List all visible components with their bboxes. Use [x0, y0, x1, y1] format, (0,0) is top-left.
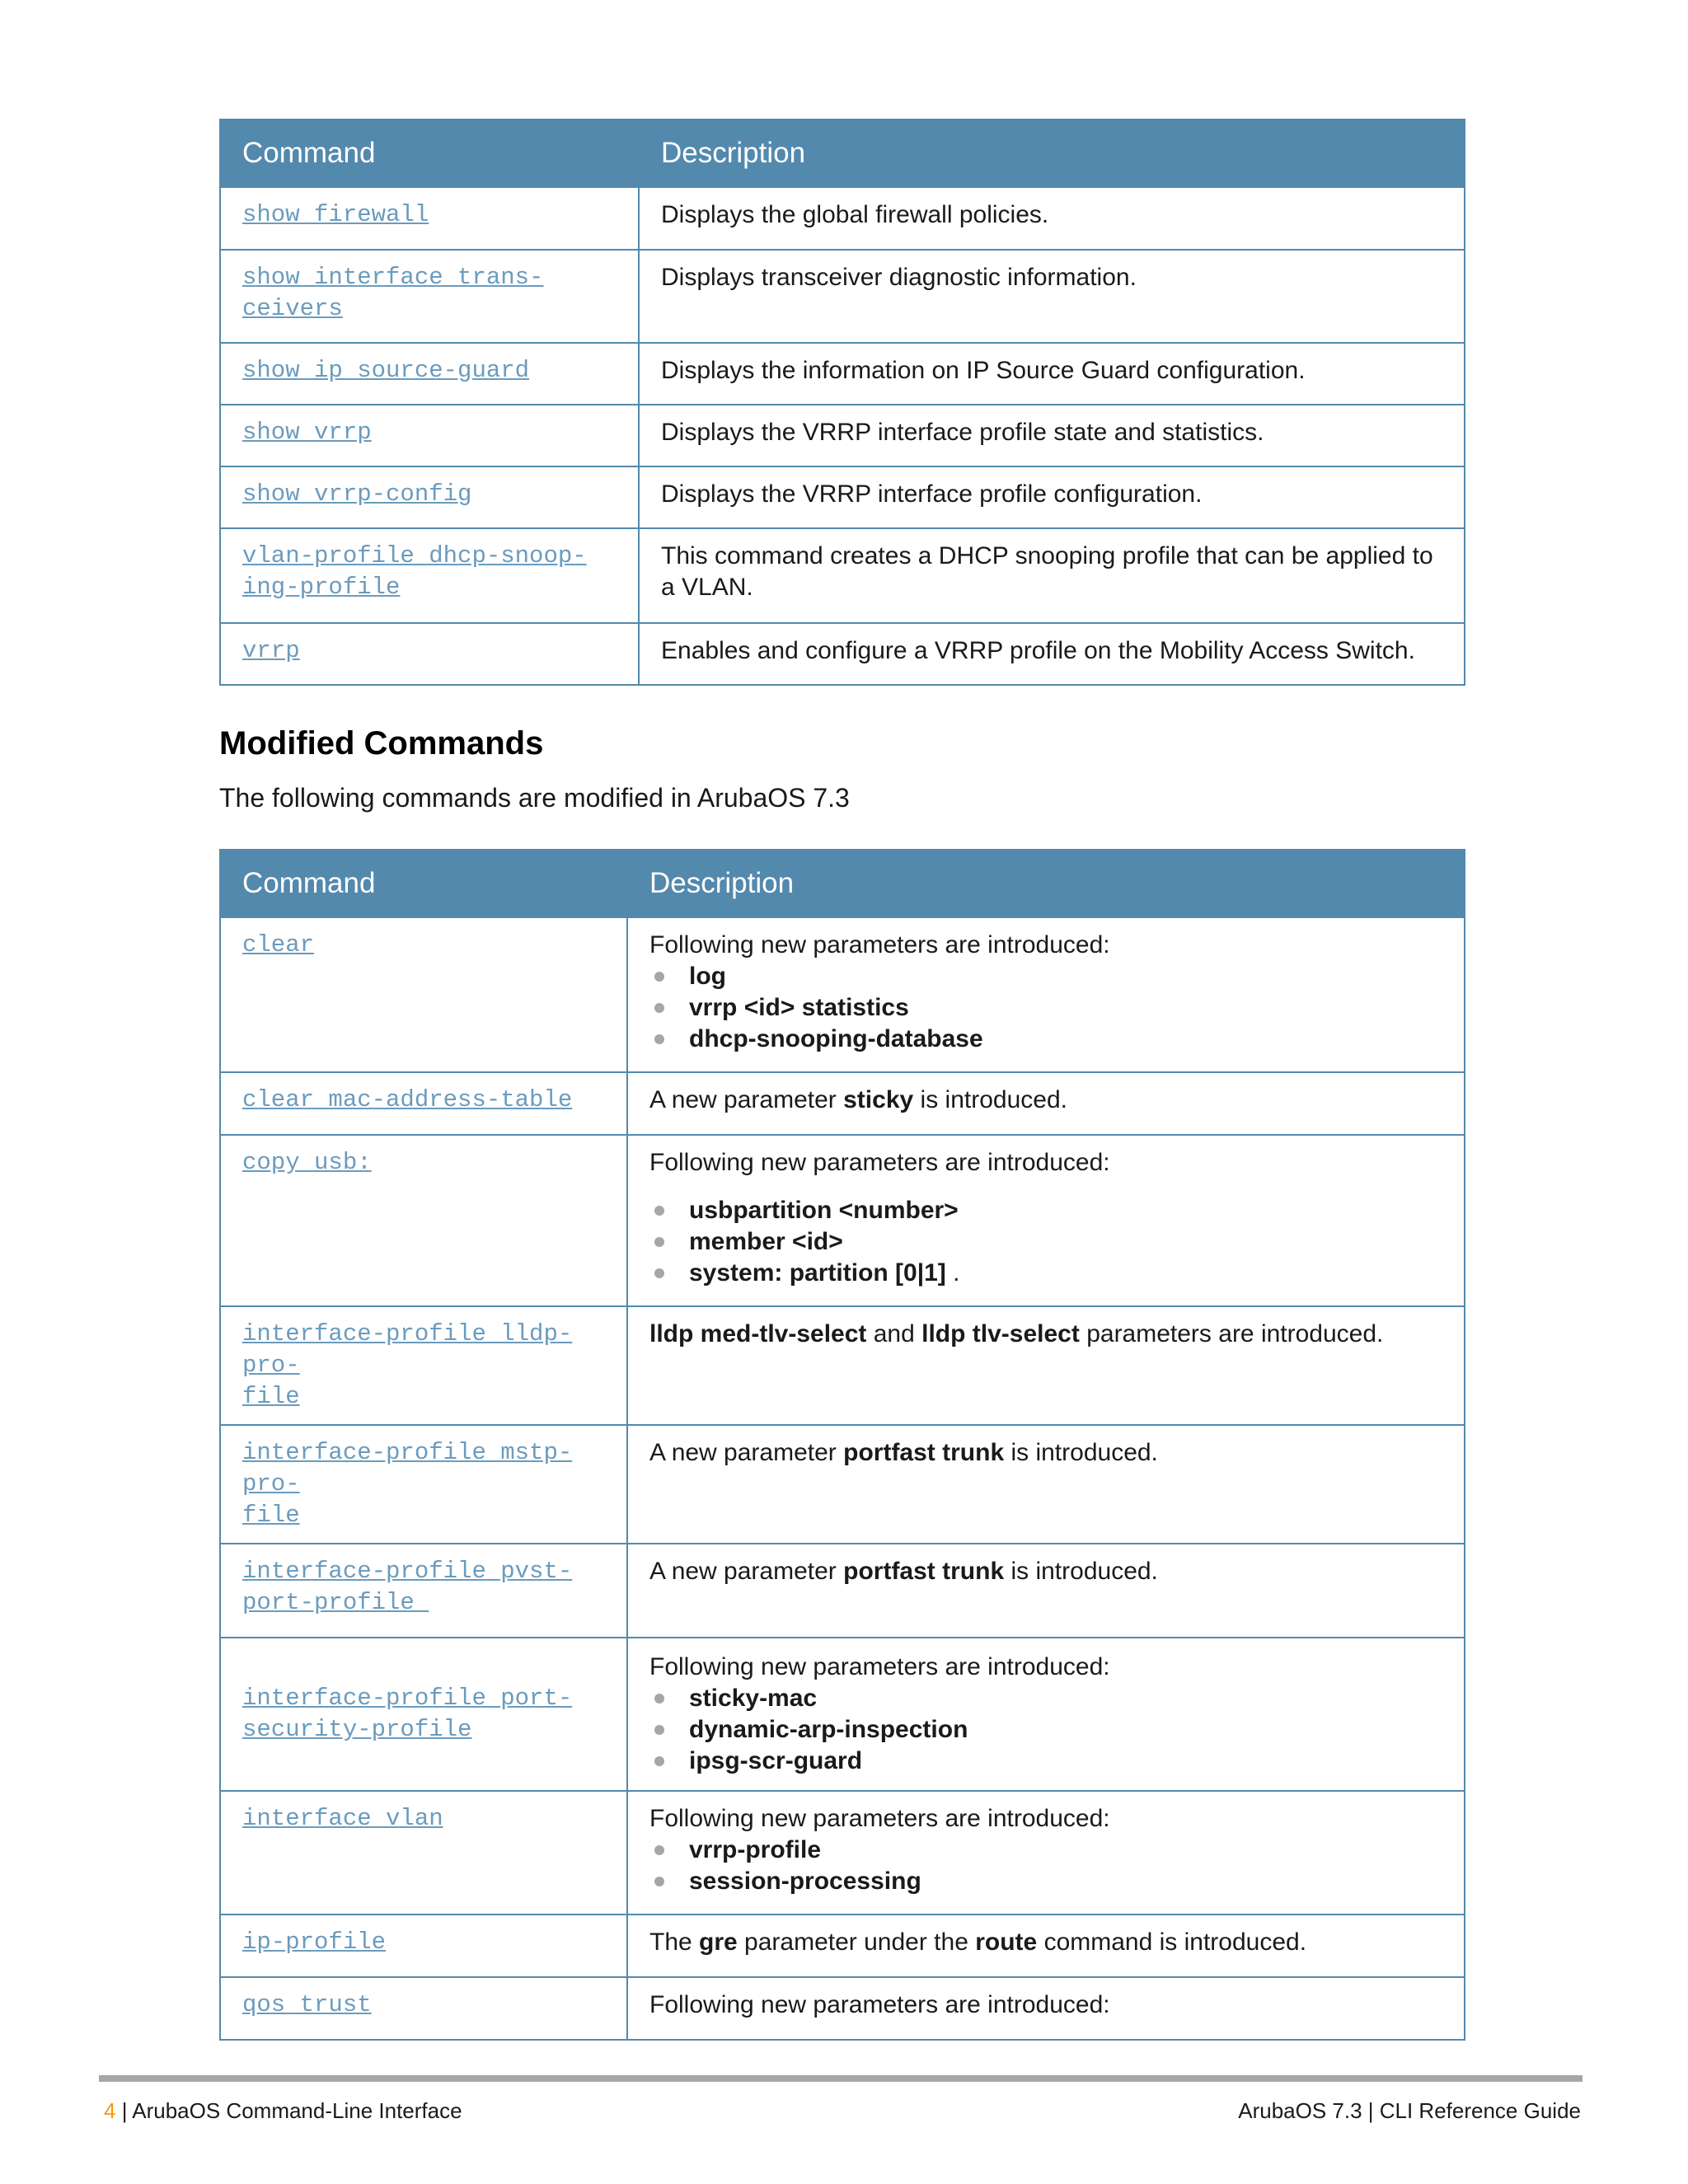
table-row	[220, 187, 1465, 250]
command-link[interactable]: qos trust	[242, 1991, 372, 2018]
parameter-name: lldp tlv-select	[921, 1320, 1080, 1347]
parameter-list	[649, 1835, 1442, 1897]
command-description: Displays the VRRP interface profile configuration.	[639, 466, 1465, 528]
command-column-header: Command	[220, 850, 627, 917]
command-description: A new parameter portfast trunk is introduced.	[627, 1544, 1465, 1638]
description-intro: Following new parameters are introduced:	[649, 1653, 1110, 1680]
list-item: system: partition [0|1] .	[649, 1258, 1442, 1289]
command-description: Following new parameters are introduced:	[627, 1977, 1465, 2040]
table-row	[220, 1072, 1465, 1135]
description-intro: Following new parameters are introduced:	[649, 931, 1110, 958]
command-description: Displays transceiver diagnostic information.	[639, 250, 1465, 343]
list-item: member <id>	[649, 1226, 1442, 1258]
command-link[interactable]: show ip source-guard	[242, 357, 530, 384]
command-link[interactable]: interface-profile port- security-profile	[242, 1685, 573, 1743]
command-link[interactable]: show vrrp	[242, 419, 372, 446]
command-link[interactable]: show vrrp-config	[242, 480, 472, 508]
list-item: log	[649, 961, 1442, 992]
command-link[interactable]: interface-profile lldp-pro- file	[242, 1320, 573, 1410]
command-description: This command creates a DHCP snooping profile that can be applied to a VLAN.	[639, 528, 1465, 623]
command-description	[627, 917, 1465, 1072]
parameter-list	[649, 1683, 1442, 1777]
list-item: vrrp-profile	[649, 1835, 1442, 1866]
page-number: 4	[104, 2098, 116, 2123]
parameter-name: portfast trunk	[843, 1439, 1005, 1466]
bullet-icon	[654, 1206, 664, 1216]
parameter-name: route	[975, 1929, 1038, 1956]
command-link[interactable]: show interface trans- ceivers	[242, 264, 544, 322]
table-row	[220, 466, 1465, 528]
table-row	[220, 405, 1465, 466]
command-link[interactable]: copy usb:	[242, 1149, 372, 1176]
bullet-icon	[654, 1003, 664, 1013]
bullet-icon	[654, 1694, 664, 1704]
table-row	[220, 623, 1465, 685]
list-item: dynamic-arp-inspection	[649, 1714, 1442, 1746]
bullet-icon	[654, 1845, 664, 1855]
command-description: A new parameter sticky is introduced.	[627, 1072, 1465, 1135]
command-description: The gre parameter under the route command is introduced.	[627, 1915, 1465, 1977]
command-description	[627, 1135, 1465, 1306]
bullet-icon	[654, 1268, 664, 1278]
list-item: session-processing	[649, 1866, 1442, 1897]
footer-right-title: ArubaOS 7.3 | CLI Reference Guide	[1238, 2098, 1581, 2123]
description-intro: Following new parameters are introduced:	[649, 1805, 1110, 1832]
description-column-header: Description	[627, 850, 1465, 917]
table-row	[220, 1915, 1465, 1977]
table-row	[220, 343, 1465, 405]
list-item: vrrp <id> statistics	[649, 992, 1442, 1024]
list-item: dhcp-snooping-database	[649, 1024, 1442, 1055]
table-row	[220, 1135, 1465, 1306]
command-description: Displays the VRRP interface profile state and statistics.	[639, 405, 1465, 466]
command-description	[627, 1638, 1465, 1791]
command-link[interactable]: vlan-profile dhcp-snoop- ing-profile	[242, 542, 587, 601]
command-link[interactable]: interface-profile pvst- port-profile	[242, 1558, 573, 1616]
section-heading: Modified Commands	[219, 725, 544, 762]
bullet-icon	[654, 1756, 664, 1766]
table-header-row	[220, 120, 1465, 187]
table-row	[220, 1638, 1465, 1791]
footer-separator: |	[115, 2098, 133, 2123]
modified-commands-table	[219, 849, 1465, 2041]
description-intro: Following new parameters are introduced:	[649, 1149, 1110, 1176]
table-row	[220, 1544, 1465, 1638]
command-description	[627, 1791, 1465, 1915]
command-column-header: Command	[220, 120, 639, 187]
table-row	[220, 1425, 1465, 1544]
parameter-name: lldp med-tlv-select	[649, 1320, 867, 1347]
bullet-icon	[654, 1877, 664, 1886]
command-link[interactable]: interface-profile mstp-pro- file	[242, 1439, 573, 1529]
parameter-name: gre	[699, 1929, 738, 1956]
table-row	[220, 1977, 1465, 2040]
bullet-icon	[654, 972, 664, 982]
list-item: usbpartition <number>	[649, 1195, 1442, 1226]
section-intro: The following commands are modified in ArubaOS 7.3	[219, 783, 850, 813]
footer-divider	[99, 2075, 1582, 2082]
footer-left	[104, 2098, 462, 2124]
parameter-name: portfast trunk	[843, 1558, 1005, 1585]
command-description: Enables and configure a VRRP profile on the Mobility Access Switch.	[639, 623, 1465, 685]
command-link[interactable]: show firewall	[242, 201, 429, 228]
bullet-icon	[654, 1237, 664, 1247]
list-item: sticky-mac	[649, 1683, 1442, 1714]
command-link[interactable]: clear	[242, 931, 315, 958]
bullet-icon	[654, 1725, 664, 1735]
list-item: ipsg-scr-guard	[649, 1746, 1442, 1777]
parameter-list	[649, 1195, 1442, 1289]
command-description: lldp med-tlv-select and lldp tlv-select parameters are introduced.	[627, 1306, 1465, 1425]
table-row	[220, 528, 1465, 623]
table-row	[220, 1306, 1465, 1425]
table-row	[220, 250, 1465, 343]
footer-left-title: ArubaOS Command-Line Interface	[132, 2098, 462, 2123]
table-header-row	[220, 850, 1465, 917]
command-link[interactable]: vrrp	[242, 637, 300, 664]
command-link[interactable]: interface vlan	[242, 1805, 443, 1832]
command-description: Displays the global firewall policies.	[639, 187, 1465, 250]
description-column-header: Description	[639, 120, 1465, 187]
command-link[interactable]: clear mac-address-table	[242, 1086, 573, 1113]
command-description: A new parameter portfast trunk is introduced.	[627, 1425, 1465, 1544]
new-commands-table	[219, 119, 1465, 686]
table-row	[220, 1791, 1465, 1915]
table-row	[220, 917, 1465, 1072]
bullet-icon	[654, 1034, 664, 1044]
command-link[interactable]: ip-profile	[242, 1929, 387, 1956]
command-description: Displays the information on IP Source Guard configuration.	[639, 343, 1465, 405]
parameter-list	[649, 961, 1442, 1055]
parameter-name: sticky	[843, 1086, 914, 1113]
